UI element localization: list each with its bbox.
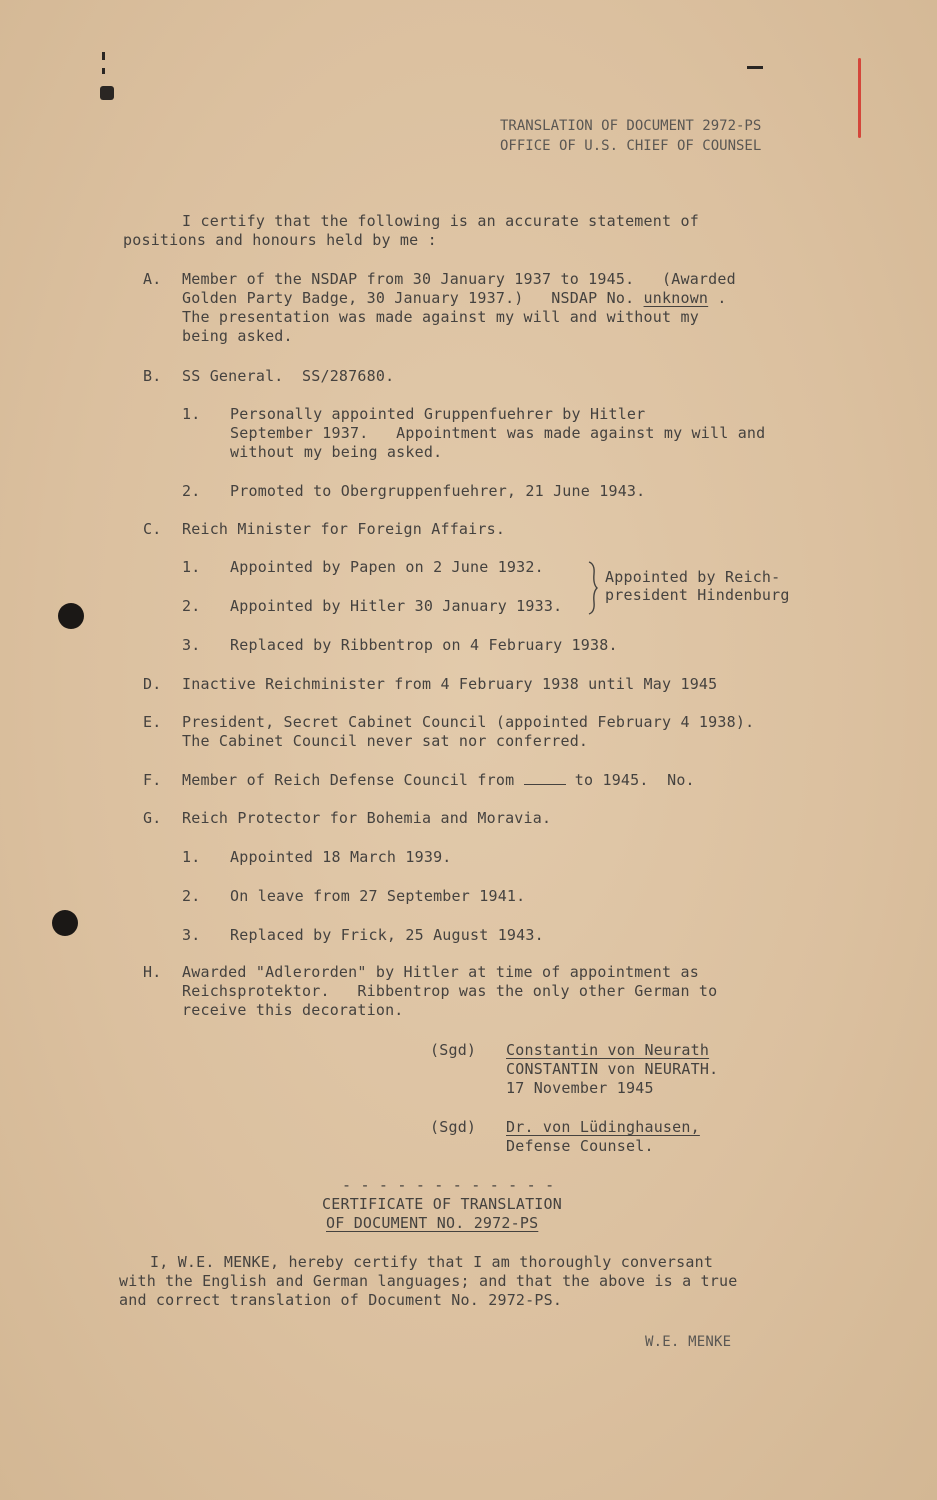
punch-hole-bottom <box>52 910 78 936</box>
item-d-text: Inactive Reichminister from 4 February 1938 until May 1945 <box>182 675 718 693</box>
sub-number: 2. <box>182 597 201 615</box>
item-g2-line-1: On leave from 27 September 1941. <box>230 887 526 905</box>
item-e-line-2: The Cabinet Council never sat nor conferred. <box>182 732 589 750</box>
item-a-line-4: being asked. <box>182 327 293 345</box>
certificate-title: CERTIFICATE OF TRANSLATION <box>322 1195 562 1213</box>
separator-dashes: - - - - - - - - - - - - <box>342 1176 555 1194</box>
sgd-label: (Sgd) <box>430 1118 477 1136</box>
sub-number: 2. <box>182 887 201 905</box>
item-b1-line-3: without my being asked. <box>230 443 443 461</box>
sub-number: 2. <box>182 482 201 500</box>
signature-neurath: Constantin von Neurath <box>506 1041 710 1059</box>
item-letter: C. <box>143 520 162 538</box>
certificate-line-2: with the English and German languages; and that the above is a true <box>119 1272 738 1290</box>
item-a-line-2: Golden Party Badge, 30 January 1937.) NSDAP No. unknown . <box>182 289 727 307</box>
sub-number: 3. <box>182 926 201 944</box>
item-a-line-1: Member of the NSDAP from 30 January 1937 to 1945. (Awarded <box>182 270 736 288</box>
sub-number: 1. <box>182 558 201 576</box>
item-b-text: SS General. SS/287680. <box>182 367 395 385</box>
item-letter: F. <box>143 771 162 789</box>
item-c1-line-1: Appointed by Papen on 2 June 1932. <box>230 558 544 576</box>
item-e-line-1: President, Secret Cabinet Council (appointed February 4 1938). <box>182 713 755 731</box>
item-letter: H. <box>143 963 162 981</box>
item-b2-line-1: Promoted to Obergruppenfuehrer, 21 June 1943. <box>230 482 646 500</box>
item-c3-line-1: Replaced by Ribbentrop on 4 February 1938. <box>230 636 618 654</box>
corner-mark <box>100 86 114 100</box>
sub-number: 1. <box>182 848 201 866</box>
intro-line-2: positions and honours held by me : <box>123 231 437 249</box>
signature-date: 17 November 1945 <box>506 1079 654 1097</box>
tick-mark <box>102 52 105 60</box>
red-margin-mark <box>858 58 861 138</box>
item-c2-line-1: Appointed by Hitler 30 January 1933. <box>230 597 563 615</box>
signature-counsel-title: Defense Counsel. <box>506 1137 654 1155</box>
item-f-line-1: Member of Reich Defense Council from to 1945. No. <box>182 771 695 789</box>
brace-icon <box>586 560 600 616</box>
item-h-line-1: Awarded "Adlerorden" by Hitler at time of appointment as <box>182 963 699 981</box>
item-c-text: Reich Minister for Foreign Affairs. <box>182 520 506 538</box>
item-a-line-3: The presentation was made against my will and without my <box>182 308 699 326</box>
office-line: OFFICE OF U.S. CHIEF OF COUNSEL <box>500 138 762 154</box>
item-letter: D. <box>143 675 162 693</box>
item-b1-line-1: Personally appointed Gruppenfuehrer by Hitler <box>230 405 646 423</box>
dash-mark <box>747 66 763 69</box>
document-title: TRANSLATION OF DOCUMENT 2972-PS <box>500 118 762 134</box>
sub-number: 3. <box>182 636 201 654</box>
translator-name: W.E. MENKE <box>645 1334 732 1350</box>
item-letter: B. <box>143 367 162 385</box>
certificate-line-3: and correct translation of Document No. 2972-PS. <box>119 1291 563 1309</box>
signature-counsel: Dr. von Lüdinghausen, <box>506 1118 700 1136</box>
signature-neurath-typed: CONSTANTIN von NEURATH. <box>506 1060 719 1078</box>
item-g1-line-1: Appointed 18 March 1939. <box>230 848 452 866</box>
brace-note-line-1: Appointed by Reich- <box>605 568 781 586</box>
sub-number: 1. <box>182 405 201 423</box>
item-letter: E. <box>143 713 162 731</box>
certificate-subtitle: OF DOCUMENT NO. 2972-PS <box>326 1214 539 1232</box>
brace-note-line-2: president Hindenburg <box>605 586 790 604</box>
item-letter: A. <box>143 270 162 288</box>
item-h-line-3: receive this decoration. <box>182 1001 404 1019</box>
punch-hole-top <box>58 603 84 629</box>
certificate-line-1: I, W.E. MENKE, hereby certify that I am thoroughly conversant <box>150 1253 714 1271</box>
item-letter: G. <box>143 809 162 827</box>
sgd-label: (Sgd) <box>430 1041 477 1059</box>
tick-mark <box>102 68 105 74</box>
intro-line-1: I certify that the following is an accurate statement of <box>182 212 699 230</box>
item-b1-line-2: September 1937. Appointment was made against my will and <box>230 424 766 442</box>
blank-field <box>524 772 566 785</box>
item-g-text: Reich Protector for Bohemia and Moravia. <box>182 809 552 827</box>
item-g3-line-1: Replaced by Frick, 25 August 1943. <box>230 926 544 944</box>
item-h-line-2: Reichsprotektor. Ribbentrop was the only other German to <box>182 982 718 1000</box>
